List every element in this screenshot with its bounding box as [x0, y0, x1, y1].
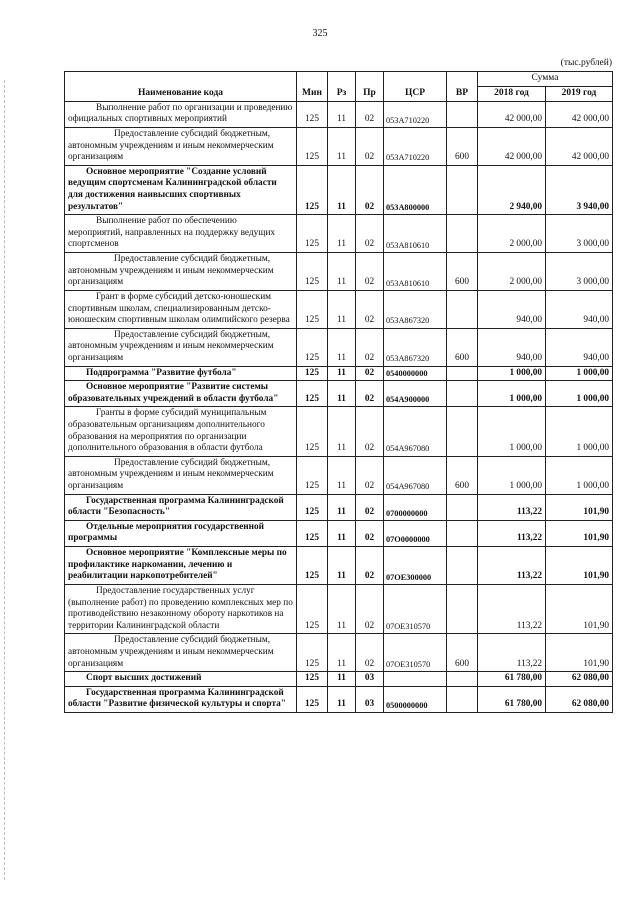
- row-min-cell: 125: [297, 634, 328, 672]
- row-name-cell: [65, 547, 297, 585]
- header-rz: Рз: [328, 72, 356, 102]
- row-2019-cell: 1 000,00: [546, 381, 613, 407]
- table-row: [65, 686, 613, 712]
- row-csr-cell: 053А810610: [384, 215, 447, 253]
- table-row: [65, 381, 613, 407]
- row-name-text: Подпрограмма "Развитие футбола": [86, 367, 237, 378]
- row-rz-cell: 11: [328, 101, 356, 127]
- row-name-cell: [65, 520, 297, 546]
- row-rz-cell: 11: [328, 253, 356, 291]
- row-2018-cell: 2 940,00: [478, 165, 546, 214]
- row-rz-cell: 11: [328, 366, 356, 381]
- row-2019-cell: 940,00: [546, 290, 613, 328]
- row-2018-cell: 42 000,00: [478, 127, 546, 165]
- row-csr-cell: 054А900000: [384, 381, 447, 407]
- row-name-text: Основное мероприятие "Создание условий ведущим спортсменам Калининградской области для достижения наивысших спортивных результатов": [68, 166, 277, 212]
- row-2019-cell: 101,90: [546, 547, 613, 585]
- row-pr-cell: 02: [356, 165, 384, 214]
- row-vr-cell: 600: [447, 127, 478, 165]
- row-name-cell: [65, 165, 297, 214]
- table-row: [65, 253, 613, 291]
- page-number: 325: [312, 28, 328, 39]
- row-2019-cell: 101,90: [546, 520, 613, 546]
- row-pr-cell: 02: [356, 253, 384, 291]
- row-name-text: Выполнение работ по обеспечению мероприятий, направленных на поддержку ведущих спортсменов: [68, 216, 276, 250]
- table-row: [65, 290, 613, 328]
- row-2018-cell: 113,22: [478, 584, 546, 633]
- row-csr-cell: 053А710220: [384, 101, 447, 127]
- row-vr-cell: [447, 494, 478, 520]
- table-row: [65, 456, 613, 494]
- row-min-cell: 125: [297, 215, 328, 253]
- row-name-cell: [65, 215, 297, 253]
- row-name-text: Предоставление государственных услуг (выполнение работ) по проведению комплексных мер по противодействию незаконному обороту наркотиков на территории Калининградской области: [68, 585, 293, 631]
- row-2018-cell: 113,22: [478, 634, 546, 672]
- row-rz-cell: 11: [328, 547, 356, 585]
- table-row: [65, 547, 613, 585]
- row-name-cell: [65, 328, 297, 366]
- row-pr-cell: 02: [356, 381, 384, 407]
- row-2018-cell: 940,00: [478, 290, 546, 328]
- table-row: [65, 672, 613, 687]
- units-label: (тыс.рублей): [560, 58, 612, 68]
- header-year-2018: 2018 год: [478, 86, 546, 101]
- row-vr-cell: [447, 686, 478, 712]
- row-pr-cell: 02: [356, 584, 384, 633]
- row-pr-cell: 03: [356, 672, 384, 687]
- row-2018-cell: 113,22: [478, 547, 546, 585]
- row-name-text: Гранты в форме субсидий муниципальным образовательным организациям дополнительного образования на мероприятия по организации дополнительного образования в области футбола: [68, 408, 267, 454]
- row-2018-cell: 940,00: [478, 328, 546, 366]
- row-min-cell: 125: [297, 547, 328, 585]
- row-min-cell: 125: [297, 456, 328, 494]
- row-2019-cell: 101,90: [546, 584, 613, 633]
- row-name-cell: [65, 494, 297, 520]
- row-name-text: Предоставление субсидий бюджетным, автономным учреждениям и иным некоммерческим организациям: [68, 128, 274, 163]
- row-vr-cell: [447, 520, 478, 546]
- row-vr-cell: 600: [447, 456, 478, 494]
- row-csr-cell: 053А800000: [384, 165, 447, 214]
- row-name-cell: [65, 456, 297, 494]
- table-row: [65, 127, 613, 165]
- row-min-cell: 125: [297, 253, 328, 291]
- header-csr: ЦСР: [384, 72, 447, 102]
- row-vr-cell: [447, 672, 478, 687]
- row-2018-cell: 113,22: [478, 494, 546, 520]
- row-name-text: Предоставление субсидий бюджетным, автономным учреждениям и иным некоммерческим организациям: [68, 457, 274, 492]
- row-name-text: Государственная программа Калининградской области "Развитие физической культуры и спорта": [68, 687, 286, 710]
- row-name-cell: [65, 407, 297, 456]
- row-2019-cell: 62 080,00: [546, 686, 613, 712]
- row-2018-cell: 42 000,00: [478, 101, 546, 127]
- row-name-text: Грант в форме субсидий детско-юношеским спортивным школам, специализированным детско-юношеским спортивным школам олимпийского резерва: [68, 291, 290, 326]
- row-min-cell: 125: [297, 366, 328, 381]
- row-name-cell: [65, 672, 297, 687]
- row-csr-cell: 054А967080: [384, 456, 447, 494]
- row-vr-cell: 600: [447, 328, 478, 366]
- row-vr-cell: [447, 547, 478, 585]
- row-2018-cell: 1 000,00: [478, 381, 546, 407]
- row-vr-cell: 600: [447, 634, 478, 672]
- row-2019-cell: 101,90: [546, 494, 613, 520]
- row-pr-cell: 03: [356, 686, 384, 712]
- row-rz-cell: 11: [328, 165, 356, 214]
- row-min-cell: 125: [297, 381, 328, 407]
- table-row: [65, 215, 613, 253]
- row-name-text: Основное мероприятие "Комплексные меры по профилактике наркомании, лечению и реабилитации наркопотребителей": [68, 548, 287, 582]
- row-name-text: Предоставление субсидий бюджетным, автономным учреждениям и иным некоммерческим организациям: [68, 329, 274, 363]
- row-vr-cell: 600: [447, 253, 478, 291]
- row-min-cell: 125: [297, 290, 328, 328]
- table-row: [65, 328, 613, 366]
- row-csr-cell: 07ОЕ310570: [384, 634, 447, 672]
- row-csr-cell: 07О0000000: [384, 520, 447, 546]
- row-rz-cell: 11: [328, 584, 356, 633]
- row-csr-cell: 053А867320: [384, 328, 447, 366]
- row-pr-cell: 02: [356, 407, 384, 456]
- row-name-text: Государственная программа Калининградской области "Безопасность": [68, 495, 284, 518]
- row-csr-cell: 053А867320: [384, 290, 447, 328]
- row-rz-cell: 11: [328, 456, 356, 494]
- header-min: Мин: [297, 72, 328, 102]
- row-rz-cell: 11: [328, 328, 356, 366]
- row-vr-cell: [447, 290, 478, 328]
- row-min-cell: 125: [297, 127, 328, 165]
- header-year-2019: 2019 год: [546, 86, 613, 101]
- row-rz-cell: 11: [328, 215, 356, 253]
- row-min-cell: 125: [297, 494, 328, 520]
- row-2019-cell: 940,00: [546, 328, 613, 366]
- row-pr-cell: 02: [356, 366, 384, 381]
- row-name-text: Основное мероприятие "Развитие системы образовательных учреждений в области футбола": [68, 382, 279, 404]
- row-rz-cell: 11: [328, 290, 356, 328]
- row-name-cell: [65, 127, 297, 165]
- row-min-cell: 125: [297, 584, 328, 633]
- row-2019-cell: 3 000,00: [546, 215, 613, 253]
- row-name-text: Спорт высших достижений: [86, 673, 202, 684]
- budget-table: [64, 71, 613, 713]
- row-2019-cell: 101,90: [546, 634, 613, 672]
- row-name-cell: [65, 101, 297, 127]
- row-pr-cell: 02: [356, 494, 384, 520]
- table-row: [65, 366, 613, 381]
- row-pr-cell: 02: [356, 456, 384, 494]
- row-name-text: Отдельные мероприятия государственной программы: [68, 521, 264, 544]
- scan-edge: [4, 80, 5, 880]
- row-csr-cell: 0700000000: [384, 494, 447, 520]
- row-2019-cell: 1 000,00: [546, 407, 613, 456]
- row-rz-cell: 11: [328, 407, 356, 456]
- row-2019-cell: 42 000,00: [546, 101, 613, 127]
- row-pr-cell: 02: [356, 328, 384, 366]
- row-vr-cell: [447, 366, 478, 381]
- table-row: [65, 165, 613, 214]
- row-2018-cell: 1 000,00: [478, 456, 546, 494]
- row-name-cell: [65, 253, 297, 291]
- row-2018-cell: 113,22: [478, 520, 546, 546]
- row-vr-cell: [447, 584, 478, 633]
- row-vr-cell: [447, 165, 478, 214]
- row-rz-cell: 11: [328, 686, 356, 712]
- row-csr-cell: 07ОЕ310570: [384, 584, 447, 633]
- row-csr-cell: 053А810610: [384, 253, 447, 291]
- row-name-cell: [65, 634, 297, 672]
- row-rz-cell: 11: [328, 381, 356, 407]
- header-name: Наименование кода: [65, 72, 297, 102]
- table-body: [65, 101, 613, 712]
- row-rz-cell: 11: [328, 127, 356, 165]
- row-csr-cell: [384, 672, 447, 687]
- row-2018-cell: 61 780,00: [478, 686, 546, 712]
- row-pr-cell: 02: [356, 215, 384, 253]
- row-name-text: Предоставление субсидий бюджетным, автономным учреждениям и иным некоммерческим организациям: [68, 254, 274, 288]
- row-csr-cell: 053А710220: [384, 127, 447, 165]
- row-pr-cell: 02: [356, 634, 384, 672]
- row-vr-cell: [447, 381, 478, 407]
- header-pr: Пр: [356, 72, 384, 102]
- row-2019-cell: 42 000,00: [546, 127, 613, 165]
- row-pr-cell: 02: [356, 290, 384, 328]
- row-2018-cell: 2 000,00: [478, 215, 546, 253]
- row-min-cell: 125: [297, 407, 328, 456]
- row-2018-cell: 61 780,00: [478, 672, 546, 687]
- row-name-cell: [65, 290, 297, 328]
- row-pr-cell: 02: [356, 101, 384, 127]
- row-name-text: Выполнение работ по организации и проведению официальных спортивных мероприятий: [68, 102, 293, 125]
- header-vr: ВР: [447, 72, 478, 102]
- row-2019-cell: 1 000,00: [546, 366, 613, 381]
- row-name-cell: [65, 686, 297, 712]
- row-vr-cell: [447, 215, 478, 253]
- row-vr-cell: [447, 407, 478, 456]
- table-header: [65, 72, 613, 102]
- row-rz-cell: 11: [328, 634, 356, 672]
- table-row: [65, 494, 613, 520]
- header-sum: Сумма: [478, 72, 613, 87]
- row-vr-cell: [447, 101, 478, 127]
- row-name-text: Предоставление субсидий бюджетным, автономным учреждениям и иным некоммерческим организациям: [68, 635, 274, 669]
- row-pr-cell: 02: [356, 127, 384, 165]
- row-2019-cell: 62 080,00: [546, 672, 613, 687]
- row-2019-cell: 3 000,00: [546, 253, 613, 291]
- row-name-cell: [65, 584, 297, 633]
- row-min-cell: 125: [297, 686, 328, 712]
- row-name-cell: [65, 381, 297, 407]
- row-min-cell: 125: [297, 101, 328, 127]
- row-rz-cell: 11: [328, 520, 356, 546]
- row-rz-cell: 11: [328, 672, 356, 687]
- row-rz-cell: 11: [328, 494, 356, 520]
- row-min-cell: 125: [297, 672, 328, 687]
- table-row: [65, 407, 613, 456]
- row-csr-cell: 0500000000: [384, 686, 447, 712]
- row-pr-cell: 02: [356, 547, 384, 585]
- row-name-cell: [65, 366, 297, 381]
- table-row: [65, 634, 613, 672]
- row-csr-cell: 0540000000: [384, 366, 447, 381]
- row-2019-cell: 1 000,00: [546, 456, 613, 494]
- row-2019-cell: 3 940,00: [546, 165, 613, 214]
- row-min-cell: 125: [297, 520, 328, 546]
- row-2018-cell: 2 000,00: [478, 253, 546, 291]
- row-2018-cell: 1 000,00: [478, 366, 546, 381]
- row-2018-cell: 1 000,00: [478, 407, 546, 456]
- table-row: [65, 520, 613, 546]
- table-row: [65, 584, 613, 633]
- table-row: [65, 101, 613, 127]
- row-min-cell: 125: [297, 165, 328, 214]
- row-csr-cell: 054А967080: [384, 407, 447, 456]
- row-pr-cell: 02: [356, 520, 384, 546]
- row-min-cell: 125: [297, 328, 328, 366]
- row-csr-cell: 07ОЕ300000: [384, 547, 447, 585]
